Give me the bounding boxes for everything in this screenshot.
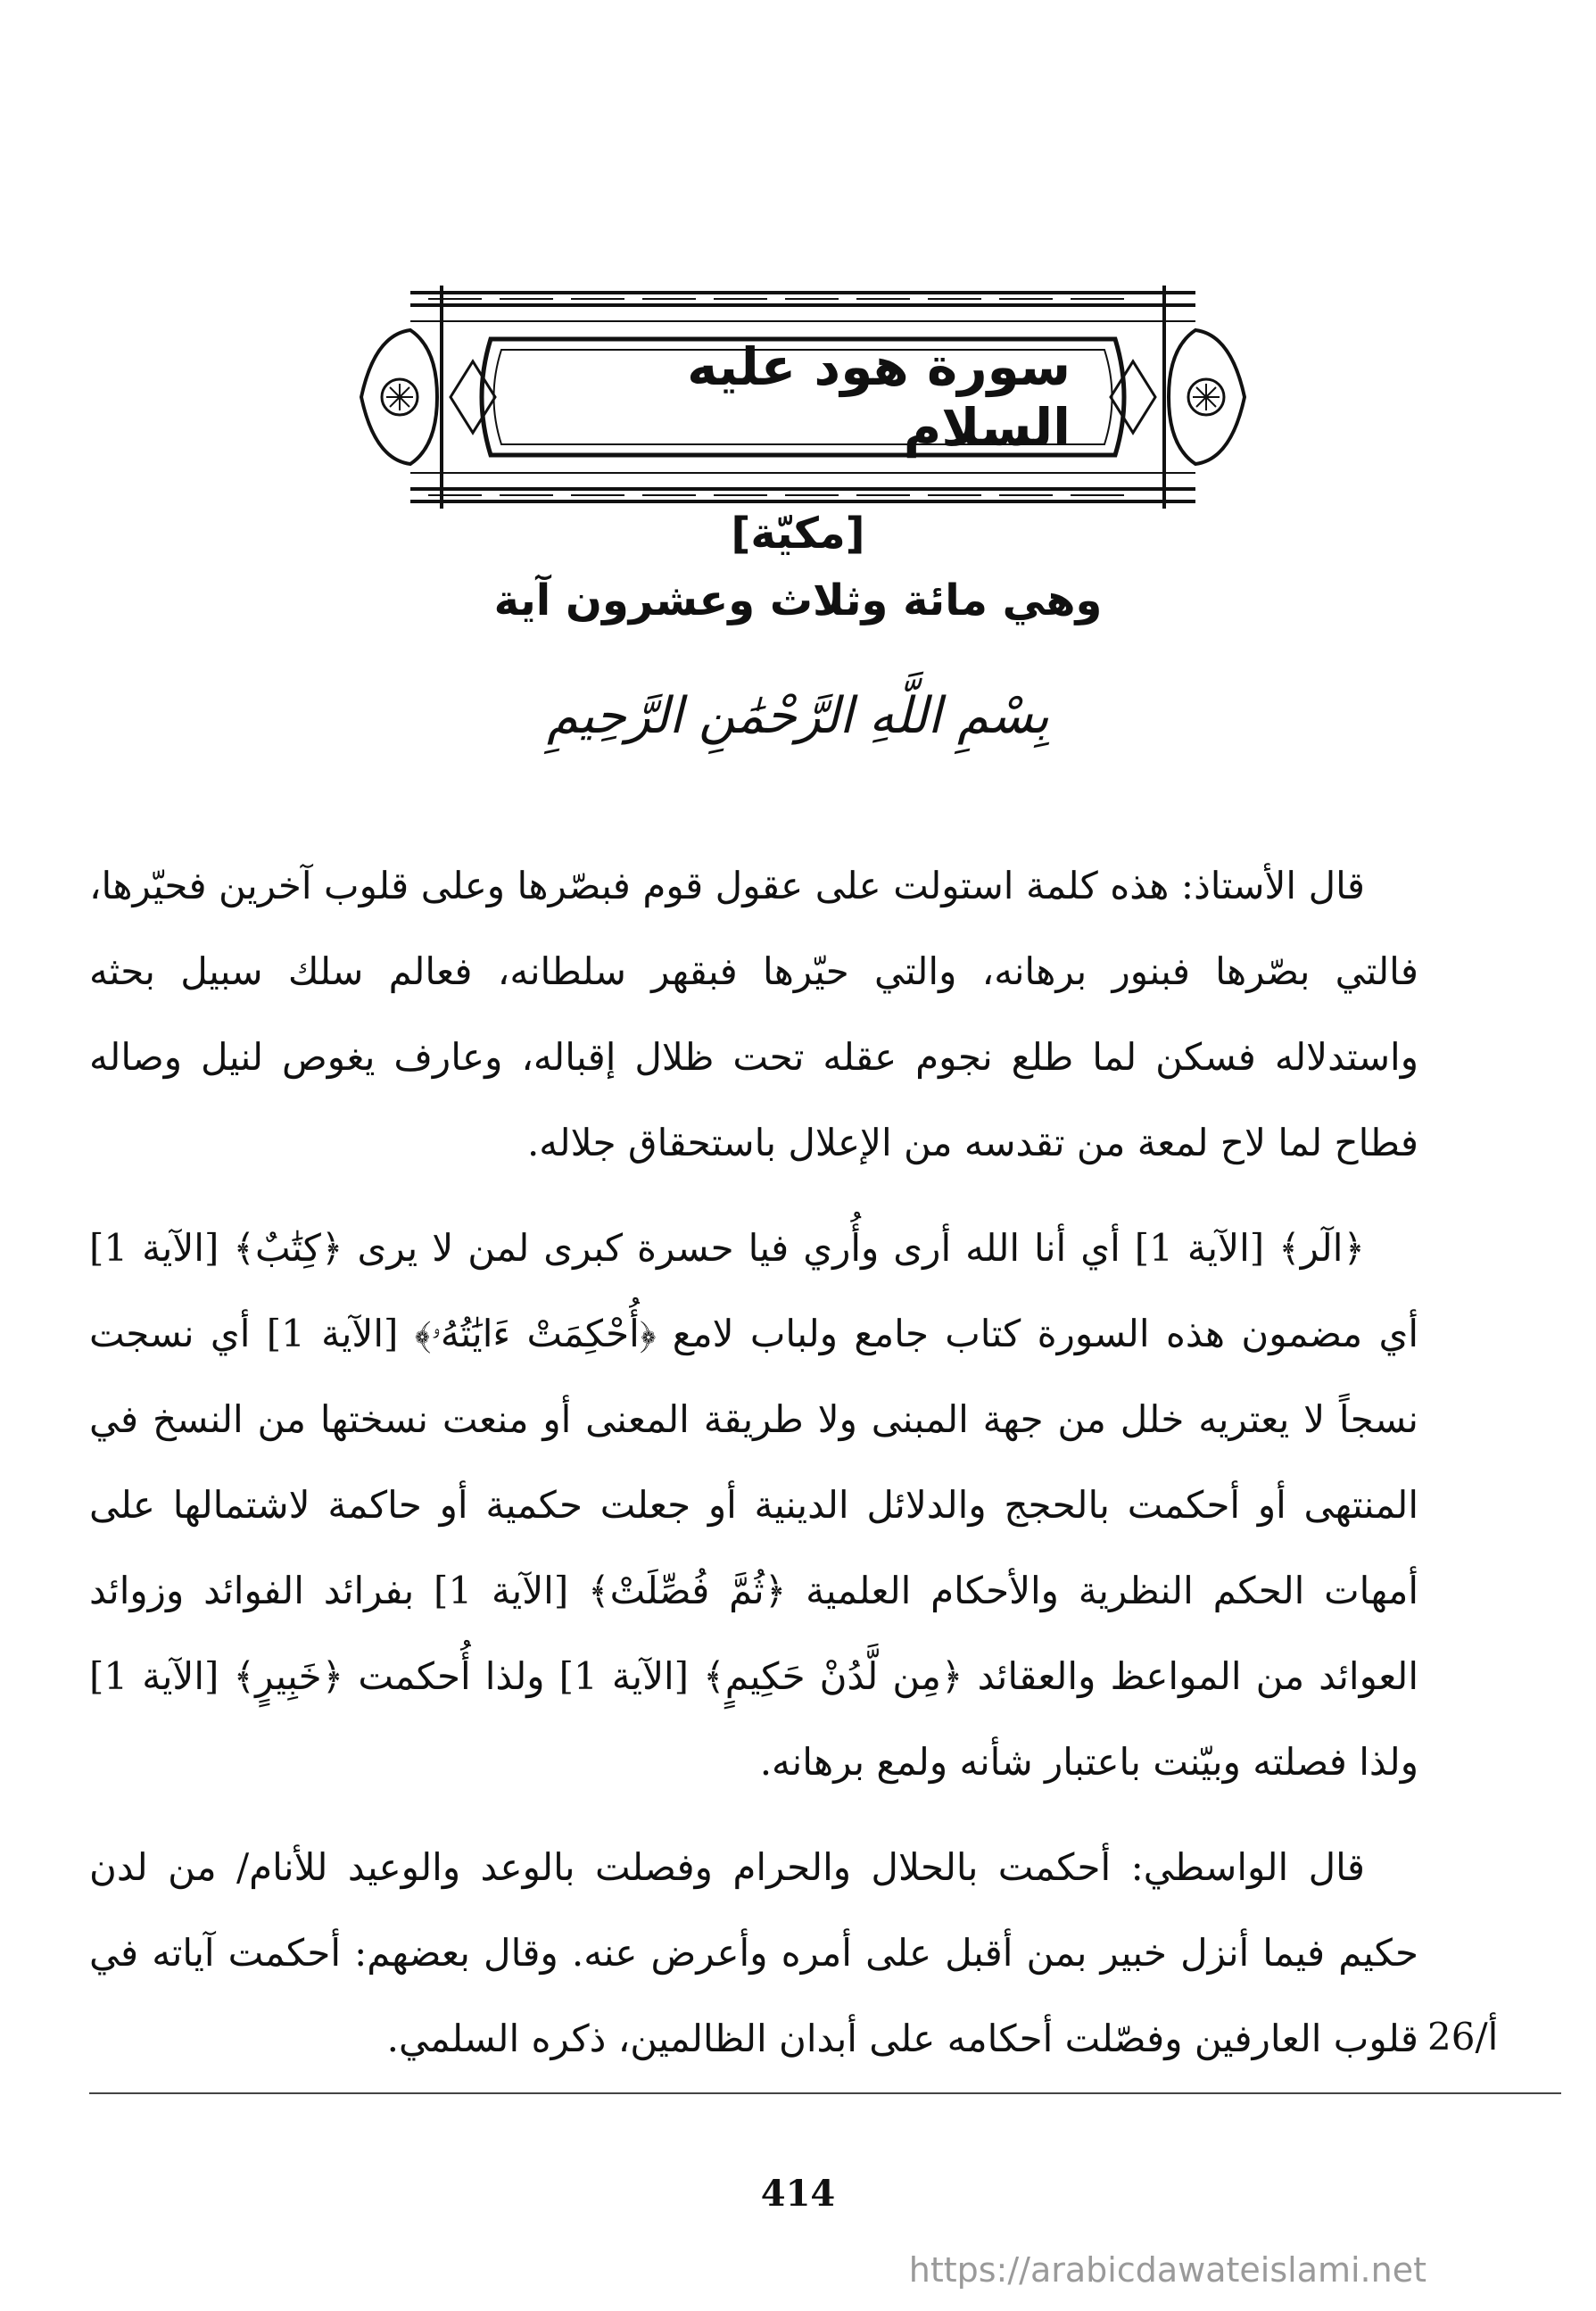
- footnote-divider: [89, 2092, 1561, 2094]
- title-ornament-frame: [357, 286, 1249, 509]
- paragraph: قال الأستاذ: هذه كلمة استولت على عقول قوم فبصّرها وعلى قلوب آخرين فحيّرها، فالتي بصّرها فبنور برهانه، والتي حيّرها فبقهر سلطانه، فعالم سلك سبيل بحثه واستدلاله فسكن لما طلع نجوم عقله تحت ظلال إقباله، وعارف يغوص لنيل وصاله فطاح لما لاح لمعة من تقدسه من الإعلال باستحقاق جلاله.: [89, 864, 1418, 1164]
- verse-count-label: وهي مائة وثلاث وعشرون آية: [493, 576, 1103, 625]
- paragraph: قال الواسطي: أحكمت بالحلال والحرام وفصلت بالوعد والوعيد للأنام/ من لدن حكيم فيما أنزل خبير بمن أقبل على أمره وأعرض عنه. وقال بعضهم: أحكمت آياته في قلوب العارفين وفصّلت أحكامه على أبدان الظالمين، ذكره السلمي.: [89, 1845, 1419, 2060]
- surah-title: سورة هود عليه السلام: [687, 336, 1071, 458]
- watermark-url: https://arabicdawateislami.net: [908, 2250, 1426, 2290]
- paragraph: ﴿الٓر﴾ [الآية 1] أي أنا الله أرى وأُري فيا حسرة كبرى لمن لا يرى ﴿كِتَٰبٌ﴾ [الآية 1] أي مضمون هذه السورة كتاب جامع ولباب لامع ﴿أُحْكِمَتْ ءَايَٰتُهُۥ﴾ [الآية 1] أي نسجت نسجاً لا يعتريه خلل من جهة المبنى ولا طريقة المعنى أو منعت نسختها من النسخ في المنتهى أو أحكمت بالحجج والدلائل الدينية أو جعلت حكمية أو حاكمة لاشتمالها على أمهات الحكم النظرية والأحكام العلمية ﴿ثُمَّ فُصِّلَتْ﴾ [الآية 1] بفرائد الفوائد وزوائد العوائد من المواعظ والعقائد ﴿مِن لَّدُنْ حَكِيمٍ﴾ [الآية 1] ولذا أُحكمت ﴿خَبِيرٍ﴾ [الآية 1] ولذا فصلته وبيّنت باعتبار شأنه ولمع برهانه.: [89, 1226, 1418, 1784]
- commentary-body: [89, 843, 1418, 2101]
- basmala: بِسْمِ اللَّهِ الرَّحْمَٰنِ الرَّحِيمِ: [547, 687, 1049, 745]
- manuscript-folio-marker: 26/أ: [1427, 2015, 1499, 2058]
- makkiyya-label: [مكيّة]: [731, 509, 865, 559]
- page-number: 414: [760, 2173, 836, 2215]
